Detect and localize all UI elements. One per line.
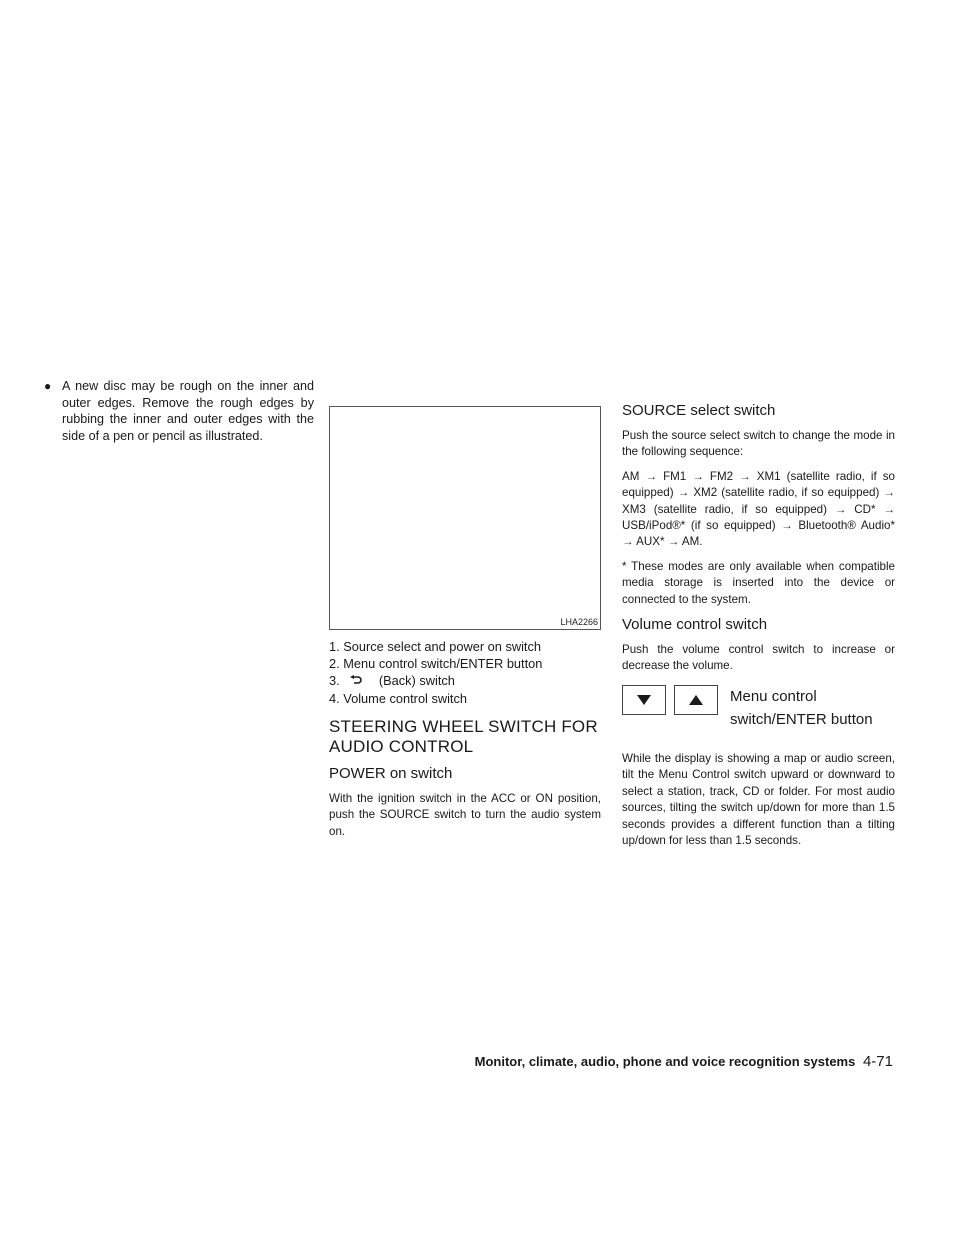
power-heading: POWER on switch bbox=[329, 764, 453, 782]
legend-number: 1. bbox=[329, 639, 340, 654]
volume-body: Push the volume control switch to increase or decrease the volume. bbox=[622, 643, 895, 673]
section-title bbox=[329, 717, 601, 757]
legend-item bbox=[329, 672, 601, 689]
section-title-line1: STEERING WHEEL SWITCH FOR bbox=[329, 716, 598, 736]
legend-number: 3. bbox=[329, 673, 340, 689]
triangle-up-icon bbox=[688, 694, 704, 706]
menu-heading-line1: Menu control bbox=[730, 687, 817, 705]
back-arrow-icon bbox=[349, 675, 363, 687]
legend-item bbox=[329, 690, 601, 707]
bullet-item bbox=[42, 378, 314, 444]
legend-text: Source select and power on switch bbox=[343, 639, 541, 654]
source-body: Push the source select switch to change the mode in the following sequence: bbox=[622, 429, 895, 459]
bullet-dot-icon: ● bbox=[44, 379, 52, 393]
legend-text: (Back) switch bbox=[378, 673, 455, 689]
legend-text: Menu control switch/ENTER button bbox=[343, 656, 543, 672]
menu-heading bbox=[730, 685, 873, 731]
legend-item bbox=[329, 638, 601, 655]
figure-legend bbox=[329, 638, 601, 707]
figure-code: LHA2266 bbox=[560, 617, 598, 627]
source-note: * These modes are only available when compatible media storage is inserted into the device or connected to the system. bbox=[622, 559, 895, 606]
page-number: 4-71 bbox=[862, 1053, 893, 1070]
right-column bbox=[622, 402, 895, 849]
footer-section-title: Monitor, climate, audio, phone and voice recognition systems bbox=[474, 1054, 856, 1069]
bullet-text: A new disc may be rough on the inner and outer edges. Remove the rough edges by rubbing the inner and outer edges with the side of a pen or pencil as illustrated. bbox=[62, 379, 314, 443]
page-footer bbox=[475, 1054, 893, 1070]
menu-heading-line2: switch/ENTER button bbox=[730, 710, 873, 728]
volume-heading: Volume control switch bbox=[622, 616, 768, 634]
illustration-figure bbox=[329, 406, 601, 630]
tilt-up-button-graphic bbox=[674, 685, 718, 715]
tilt-down-button-graphic bbox=[622, 685, 666, 715]
menu-body: While the display is showing a map or audio screen, tilt the Menu Control switch upward or downward to select a station, track, CD or folder. For most audio sources, tilting the switch up/down for more than 1.5 seconds provides a different function than a tilting up/down for less than 1.5 seconds. bbox=[622, 751, 895, 847]
left-column bbox=[42, 378, 314, 444]
legend-number: 4. bbox=[329, 690, 340, 706]
power-body: With the ignition switch in the ACC or ON position, push the SOURCE switch to turn the audio system on. bbox=[329, 791, 601, 838]
section-title-line2: AUDIO CONTROL bbox=[329, 736, 474, 756]
source-sequence: AM → FM1 → FM2 → XM1 (satellite radio, if so equipped) → XM2 (satellite radio, if so equipped) → XM3 (satellite radio, if so equipped) → CD* → USB/iPod®* (if so equipped) → Bluetooth® Audio* → AUX* → AM. bbox=[622, 469, 895, 549]
middle-column bbox=[329, 406, 601, 840]
triangle-down-icon bbox=[636, 694, 652, 706]
source-heading: SOURCE select switch bbox=[622, 402, 776, 419]
legend-number: 2. bbox=[329, 656, 340, 672]
legend-text: Volume control switch bbox=[343, 690, 468, 706]
legend-item bbox=[329, 655, 601, 672]
menu-control-heading-row bbox=[622, 685, 895, 745]
